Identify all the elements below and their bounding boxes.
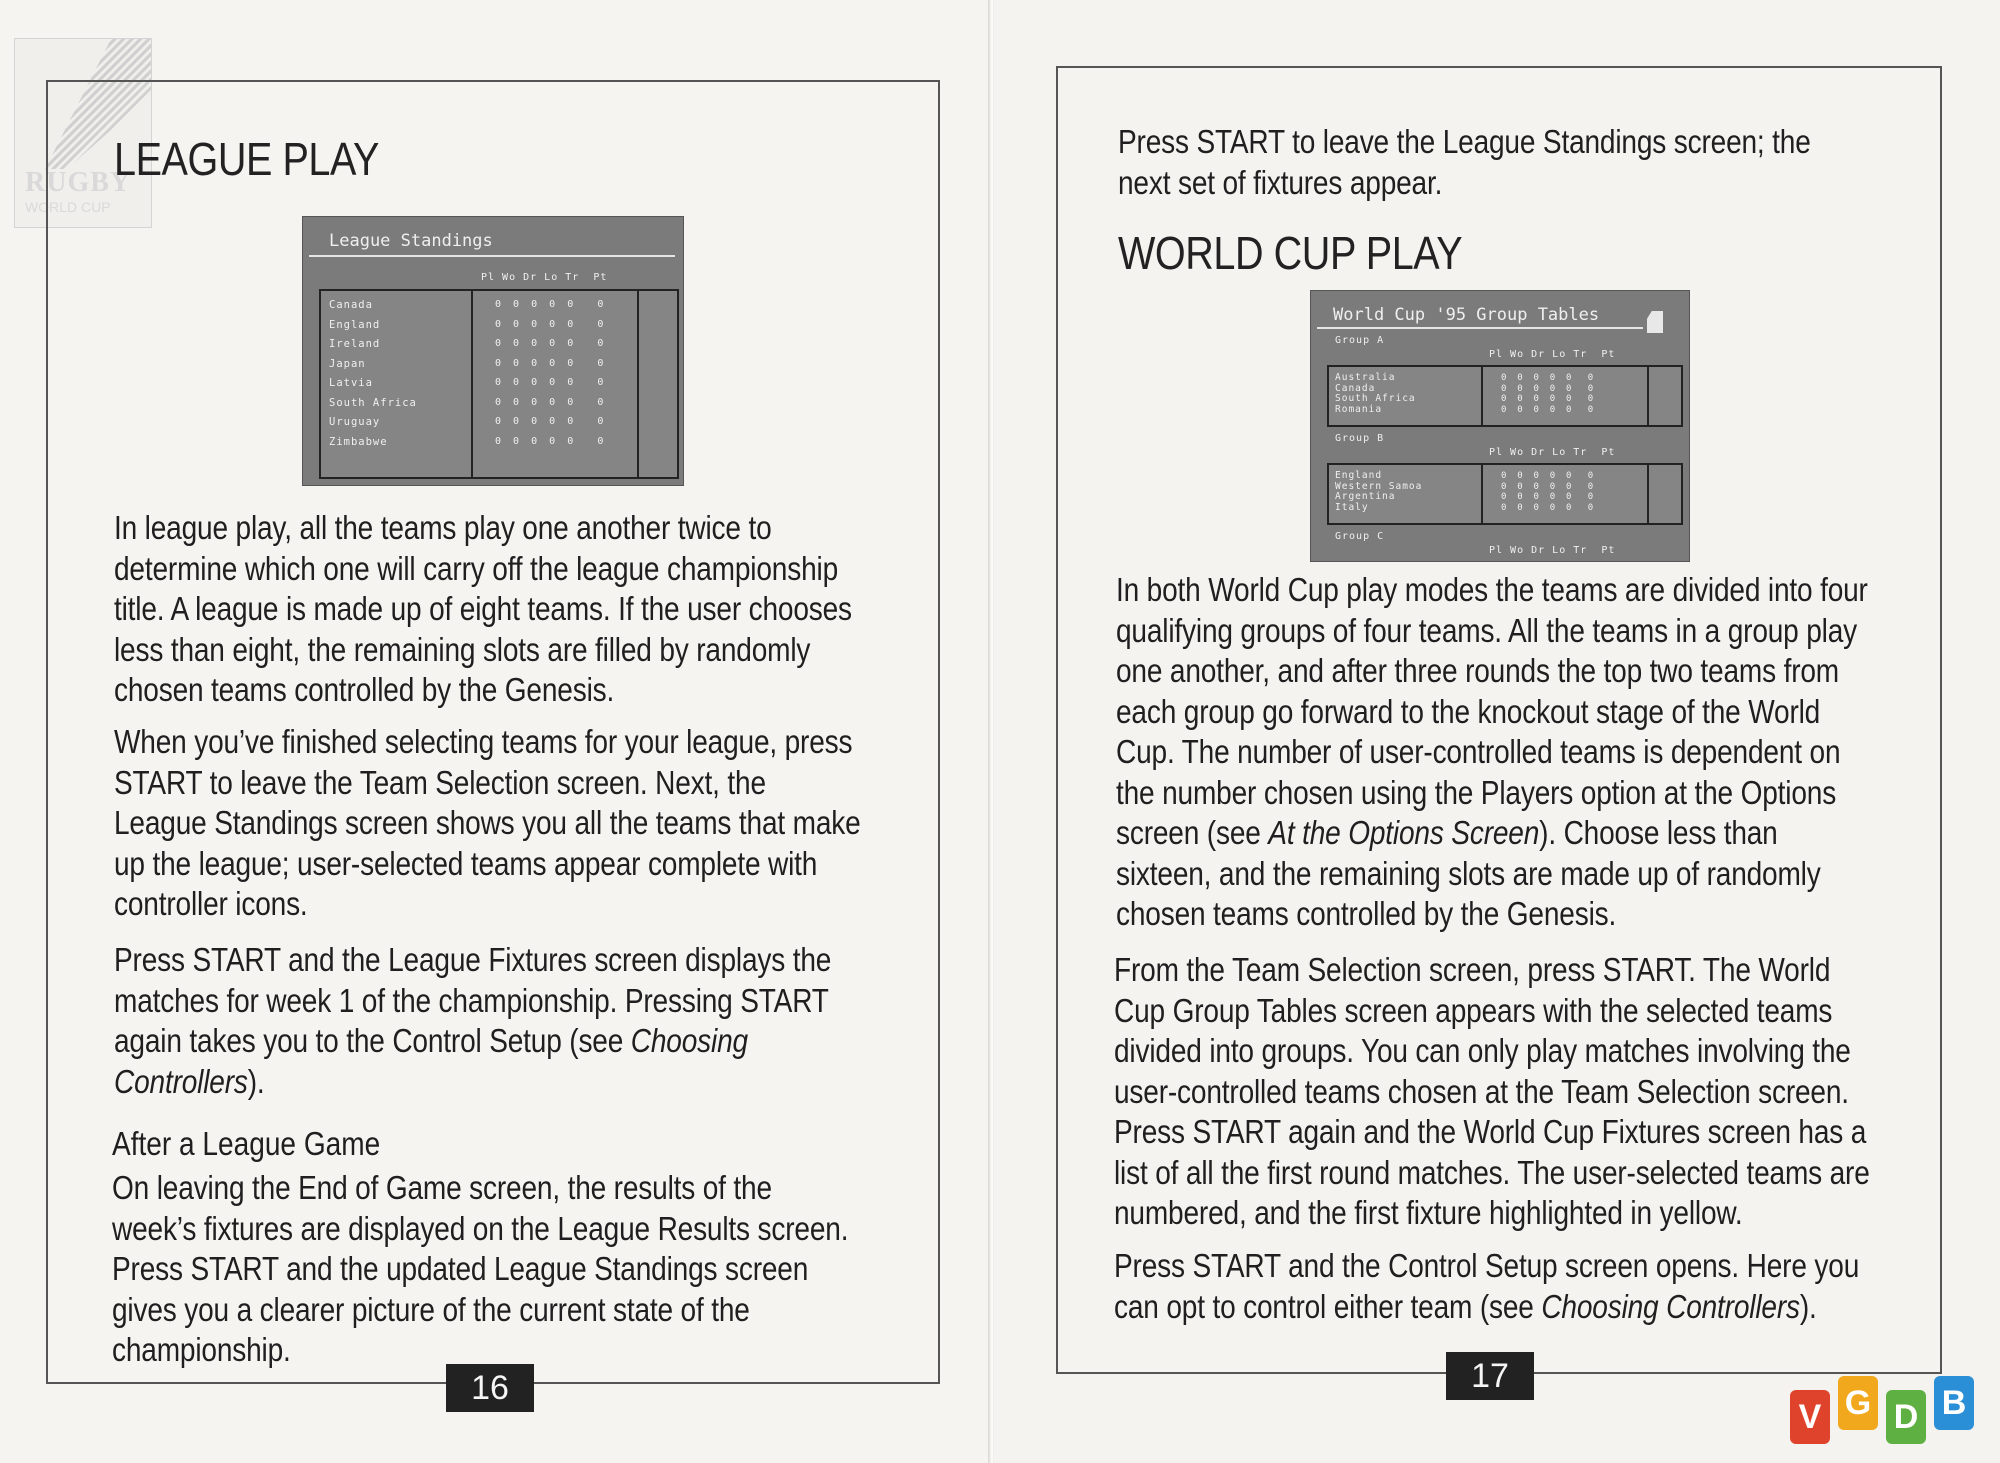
- standings-team-stats: 0 0 0 0 0 0: [495, 299, 604, 310]
- cross-reference: At the Options Screen: [1268, 814, 1540, 851]
- right-page: [994, 0, 2000, 1463]
- cross-reference: Choosing Controllers: [114, 1022, 748, 1100]
- group-team-stats: 0 0 0 0 0 0: [1501, 492, 1594, 502]
- group-team-name: Romania: [1335, 403, 1383, 415]
- vgdb-watermark: [1790, 1376, 1986, 1448]
- subheading: After a League Game: [112, 1125, 381, 1162]
- group-team-name: South Africa: [1335, 393, 1416, 404]
- page-heading: LEAGUE PLAY: [114, 133, 379, 185]
- section-heading: WORLD CUP PLAY: [1118, 227, 1463, 279]
- left-page: [0, 0, 990, 1463]
- standings-team-stats: 0 0 0 0 0 0: [495, 318, 604, 330]
- group-team-name: Australia: [1335, 372, 1396, 383]
- league-standings-screenshot: [302, 216, 684, 486]
- standings-team-stats: 0 0 0 0 0 0: [495, 357, 604, 369]
- standings-team-name: South Africa: [329, 396, 417, 409]
- group-team-name: Italy: [1335, 501, 1369, 513]
- group-team-stats: 0 0 0 0 0 0: [1501, 383, 1594, 394]
- paragraph: When you’ve finished selecting teams for your league, press START to leave the Team Selection screen. Next, the League Standings screen shows you all the teams that make up the league; user-selected teams appear complete with controller icons.: [114, 723, 861, 922]
- standings-team-name: Canada: [329, 299, 373, 311]
- group-column-headers: Pl Wo Dr Lo Tr Pt: [1489, 447, 1616, 458]
- cross-reference: Choosing Controllers: [1541, 1287, 1800, 1325]
- standings-team-name: England: [329, 318, 381, 331]
- group-team-name: Canada: [1335, 382, 1376, 394]
- group-team-name: Argentina: [1335, 491, 1396, 502]
- group-team-stats: 0 0 0 0 0 0: [1501, 481, 1594, 492]
- standings-team-stats: 0 0 0 0 0 0: [495, 338, 604, 349]
- vgdb-letter-tile: D: [1886, 1390, 1926, 1444]
- paragraph: In both World Cup play modes the teams are divided into four qualifying groups of four teams. All the teams in a group play one another, and after three rounds the top two teams from each group go forward to the knockout stage of the World Cup. The number of user-controlled teams is dependent on the number chosen using the Players option at the Options screen (see At the Options Screen). Choose less than sixteen, and the remaining slots are made up of randomly chosen teams controlled by the Genesis.: [1116, 571, 1868, 932]
- paragraph: Press START and the League Fixtures screen displays the matches for week 1 of the championship. Pressing START again takes you to the Control Setup (see Choosing Controllers).: [114, 941, 832, 1100]
- logo-subtext: WORLD CUP: [25, 199, 111, 215]
- standings-team-stats: 0 0 0 0 0 0: [495, 435, 604, 447]
- column-headers: Pl Wo Dr Lo Tr Pt: [481, 272, 608, 283]
- page-number: 17: [1446, 1352, 1534, 1400]
- paragraph: Press START and the Control Setup screen opens. Here you can opt to control either team (see Choosing Controllers).: [1114, 1247, 1860, 1325]
- vgdb-letter-tile: G: [1838, 1376, 1878, 1430]
- vgdb-letter-tile: V: [1790, 1390, 1830, 1444]
- standings-team-name: Uruguay: [329, 416, 381, 428]
- standings-team-name: Japan: [329, 357, 366, 370]
- standings-team-name: Ireland: [329, 338, 381, 350]
- group-team-stats: 0 0 0 0 0 0: [1501, 471, 1594, 481]
- group-team-stats: 0 0 0 0 0 0: [1501, 394, 1594, 404]
- vgdb-letter-tile: B: [1934, 1376, 1974, 1430]
- logo-text: RUGBY: [25, 167, 132, 198]
- group-column-headers: Pl Wo Dr Lo Tr Pt: [1489, 349, 1616, 360]
- paragraph: In league play, all the teams play one another twice to determine which one will carry off the league championship title. A league is made up of eight teams. If the user chooses less than eight, the remaining slots are filled by randomly chosen teams controlled by the Genesis.: [114, 509, 852, 708]
- paragraph: From the Team Selection screen, press START. The World Cup Group Tables screen appears with the selected teams divided into groups. You can only play matches involving the user-controlled teams chosen at the Team Selection screen. Press START again and the World Cup Fixtures screen has a list of all the first round matches. The user-selected teams are numbered, and the first fixture highlighted in yellow.: [1114, 951, 1870, 1231]
- group-label: Group C: [1335, 531, 1385, 542]
- standings-team-stats: 0 0 0 0 0 0: [495, 377, 604, 388]
- group-team-stats: 0 0 0 0 0 0: [1501, 404, 1594, 415]
- group-team-stats: 0 0 0 0 0 0: [1501, 373, 1594, 383]
- standings-team-name: Zimbabwe: [329, 435, 388, 448]
- standings-team-stats: 0 0 0 0 0 0: [495, 416, 604, 427]
- screenshot-title: League Standings: [329, 231, 493, 251]
- group-team-name: England: [1335, 470, 1383, 481]
- page-number: 16: [446, 1364, 534, 1412]
- screenshot-title: World Cup '95 Group Tables: [1333, 305, 1600, 325]
- group-column-headers: Pl Wo Dr Lo Tr Pt: [1489, 545, 1616, 556]
- standings-team-name: Latvia: [329, 377, 373, 389]
- group-label: Group A: [1335, 335, 1385, 346]
- group-tables-screenshot: [1310, 290, 1690, 562]
- group-team-name: Western Samoa: [1335, 480, 1423, 492]
- controller-icon: [1647, 311, 1663, 333]
- paragraph: Press START to leave the League Standings screen; the next set of fixtures appear.: [1118, 123, 1811, 201]
- group-team-stats: 0 0 0 0 0 0: [1501, 502, 1594, 513]
- paragraph: On leaving the End of Game screen, the results of the week’s fixtures are displayed on the League Results screen. Press START and the updated League Standings screen gives you a clearer picture of the current state of the championship.: [112, 1169, 849, 1368]
- group-label: Group B: [1335, 433, 1385, 444]
- standings-team-stats: 0 0 0 0 0 0: [495, 396, 604, 408]
